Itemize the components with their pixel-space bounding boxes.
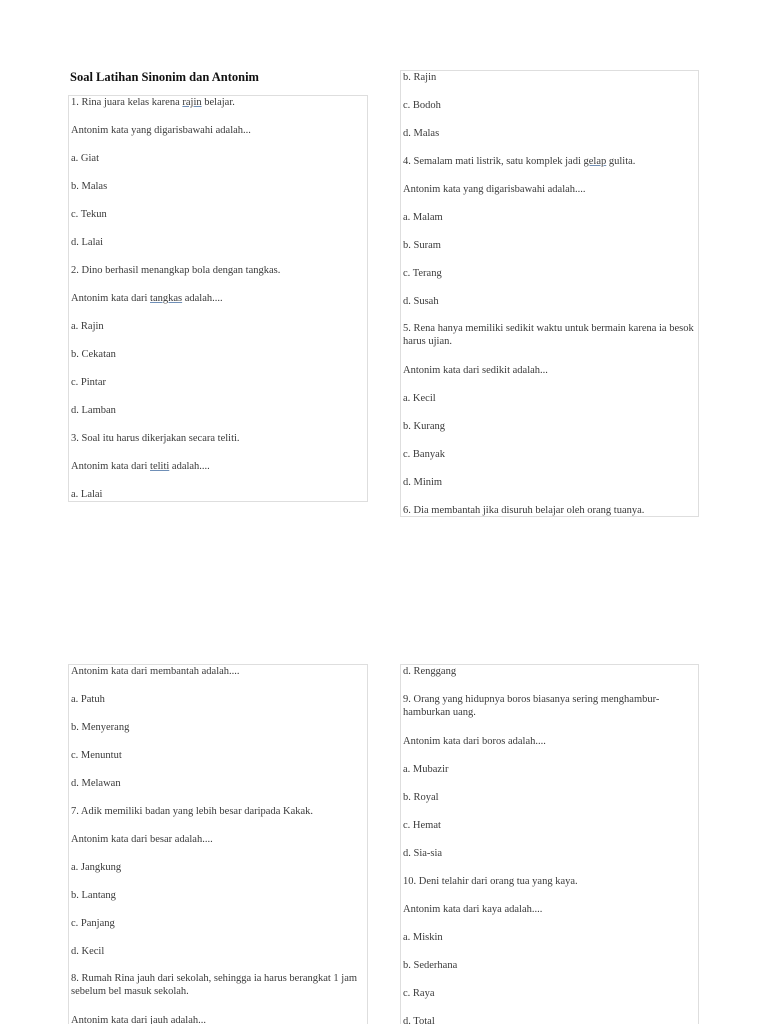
answer-option: d. Minim	[403, 477, 443, 488]
answer-option: b. Rajin	[403, 72, 437, 83]
answer-option: a. Malam	[403, 212, 443, 223]
answer-option: d. Malas	[403, 128, 440, 139]
answer-option: a. Patuh	[71, 694, 105, 705]
page-1-left-column	[68, 95, 368, 502]
answer-option: a. Jangkung	[71, 862, 122, 873]
page-2-left-column	[68, 664, 368, 1024]
answer-option: c. Terang	[403, 268, 442, 279]
answer-option: d. Renggang	[403, 666, 457, 677]
answer-option: a. Giat	[71, 153, 99, 164]
question-text: 10. Deni telahir dari orang tua yang kaya.	[403, 876, 578, 887]
line-text: 1. Rina juara kelas karena	[71, 97, 183, 108]
answer-option: a. Rajin	[71, 321, 104, 332]
question-prompt: Antonim kata yang digarisbawahi adalah...	[71, 125, 251, 136]
page-2-right-column	[400, 664, 699, 1024]
answer-option: c. Menuntut	[71, 750, 122, 761]
answer-option: b. Lantang	[71, 890, 116, 901]
answer-option: a. Lalai	[71, 489, 103, 500]
answer-option: b. Cekatan	[71, 349, 116, 360]
line-text: 4. Semalam mati listrik, satu komplek jadi	[403, 156, 584, 167]
question-text: 5. Rena hanya memiliki sedikit waktu untuk bermain karena ia besok harus ujian.	[403, 323, 694, 347]
answer-option: b. Sederhana	[403, 960, 458, 971]
answer-option: b. Suram	[403, 240, 441, 251]
question-prompt: Antonim kata dari sedikit adalah...	[403, 365, 548, 376]
answer-option: d. Lamban	[71, 405, 116, 416]
answer-option: c. Tekun	[71, 209, 107, 220]
answer-option: d. Kecil	[71, 946, 105, 957]
question-line-with-underlined-word	[71, 96, 363, 109]
question-text: 3. Soal itu harus dikerjakan secara teliti.	[71, 433, 240, 444]
answer-option: d. Melawan	[71, 778, 121, 789]
answer-option: d. Total	[403, 1016, 435, 1024]
underlined-word: teliti	[150, 461, 170, 472]
question-text: 9. Orang yang hidupnya boros biasanya sering menghambur-hamburkan uang.	[403, 694, 660, 718]
answer-option: a. Mubazir	[403, 764, 449, 775]
answer-option: c. Panjang	[71, 918, 115, 929]
answer-option: d. Lalai	[71, 237, 104, 248]
line-text: adalah....	[169, 461, 210, 472]
question-text: 6. Dia membantah jika disuruh belajar oleh orang tuanya.	[403, 505, 645, 516]
underlined-word: tangkas	[150, 293, 183, 304]
underlined-word: rajin	[182, 97, 202, 108]
question-prompt: Antonim kata dari besar adalah....	[71, 834, 213, 845]
page-title: Soal Latihan Sinonim dan Antonim	[70, 70, 259, 84]
line-text: Antonim kata dari	[71, 293, 151, 304]
line-text: belajar.	[201, 97, 235, 108]
question-text: 2. Dino berhasil menangkap bola dengan tangkas.	[71, 265, 281, 276]
question-prompt: Antonim kata dari jauh adalah...	[71, 1015, 206, 1024]
answer-option: a. Miskin	[403, 932, 443, 943]
answer-option: b. Kurang	[403, 421, 445, 432]
answer-option: b. Menyerang	[71, 722, 130, 733]
line-text: Antonim kata dari	[71, 461, 151, 472]
answer-option: c. Pintar	[71, 377, 106, 388]
page-1-right-column	[400, 70, 699, 517]
answer-option: a. Kecil	[403, 393, 436, 404]
underlined-word: gelap	[583, 156, 607, 167]
answer-option: c. Hemat	[403, 820, 441, 831]
answer-option: c. Raya	[403, 988, 435, 999]
question-line-with-underlined-word	[403, 155, 694, 168]
question-prompt: Antonim kata dari kaya adalah....	[403, 904, 543, 915]
answer-option: c. Banyak	[403, 449, 445, 460]
question-prompt: Antonim kata dari boros adalah....	[403, 736, 546, 747]
answer-option: d. Susah	[403, 296, 439, 307]
line-text: gulita.	[606, 156, 636, 167]
question-text: 8. Rumah Rina jauh dari sekolah, sehingga ia harus berangkat 1 jam sebelum bel masuk sekolah.	[71, 973, 358, 997]
question-line-with-underlined-word	[71, 292, 363, 305]
line-text: adalah....	[182, 293, 223, 304]
answer-option: b. Malas	[71, 181, 108, 192]
question-text: 7. Adik memiliki badan yang lebih besar daripada Kakak.	[71, 806, 314, 817]
question-prompt: Antonim kata yang digarisbawahi adalah....	[403, 184, 586, 195]
question-line-with-underlined-word	[71, 460, 363, 473]
question-prompt: Antonim kata dari membantah adalah....	[71, 666, 240, 677]
answer-option: d. Sia-sia	[403, 848, 443, 859]
answer-option: b. Royal	[403, 792, 439, 803]
answer-option: c. Bodoh	[403, 100, 441, 111]
